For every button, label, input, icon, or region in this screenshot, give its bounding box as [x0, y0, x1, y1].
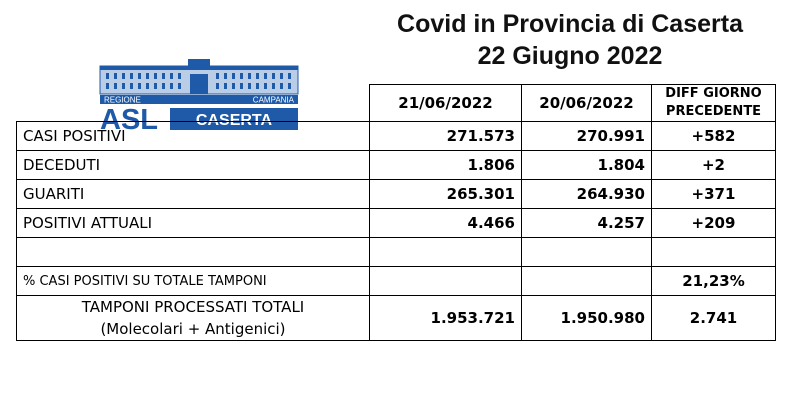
- row-label: CASI POSITIVI: [17, 122, 370, 151]
- tamponi-row: [17, 296, 776, 341]
- empty-row: [17, 238, 776, 267]
- row-value-2: 4.257: [522, 209, 652, 238]
- header-blank-cell: [17, 85, 370, 122]
- title-line-1: Covid in Provincia di Caserta: [397, 10, 743, 38]
- table-row: [17, 209, 776, 238]
- tamponi-label-line-2: (Molecolari + Antigenici): [100, 320, 286, 338]
- row-value-1: 4.466: [370, 209, 522, 238]
- percent-label: % CASI POSITIVI SU TOTALE TAMPONI: [17, 267, 370, 296]
- row-diff: +209: [652, 209, 776, 238]
- row-diff: +2: [652, 151, 776, 180]
- title-line-2: 22 Giugno 2022: [477, 42, 663, 70]
- row-value-2: 1.804: [522, 151, 652, 180]
- header-diff-line-1: DIFF GIORNO: [665, 86, 762, 101]
- page-title: [340, 8, 800, 72]
- logo-asl-text: ASL: [100, 104, 158, 132]
- row-label: GUARITI: [17, 180, 370, 209]
- header-diff-line-2: PRECEDENTE: [665, 104, 762, 119]
- header-date-1: 21/06/2022: [370, 85, 522, 122]
- tamponi-label-line-1: TAMPONI PROCESSATI TOTALI: [81, 298, 305, 316]
- table-row: [17, 180, 776, 209]
- empty-cell: [370, 267, 522, 296]
- row-value-1: 265.301: [370, 180, 522, 209]
- row-value-2: 270.991: [522, 122, 652, 151]
- logo-region-text: REGIONE: [104, 95, 141, 105]
- empty-cell: [522, 238, 652, 267]
- empty-cell: [370, 238, 522, 267]
- row-label: DECEDUTI: [17, 151, 370, 180]
- percent-value: 21,23%: [652, 267, 776, 296]
- logo-campania-text: CAMPANIA: [252, 95, 294, 105]
- row-diff: +582: [652, 122, 776, 151]
- tamponi-label: [17, 296, 370, 341]
- tamponi-value-2: 1.950.980: [522, 296, 652, 341]
- covid-data-table: [16, 84, 776, 341]
- header-diff: [652, 85, 776, 122]
- tamponi-value-1: 1.953.721: [370, 296, 522, 341]
- row-value-1: 1.806: [370, 151, 522, 180]
- header-row: [17, 85, 776, 122]
- row-label: POSITIVI ATTUALI: [17, 209, 370, 238]
- row-diff: +371: [652, 180, 776, 209]
- logo-caserta-text: CASERTA: [195, 112, 273, 129]
- empty-cell: [522, 267, 652, 296]
- percent-row: [17, 267, 776, 296]
- header-date-2: 20/06/2022: [522, 85, 652, 122]
- row-value-2: 264.930: [522, 180, 652, 209]
- table-row: [17, 122, 776, 151]
- table-row: [17, 151, 776, 180]
- empty-cell: [17, 238, 370, 267]
- empty-cell: [652, 238, 776, 267]
- row-value-1: 271.573: [370, 122, 522, 151]
- tamponi-diff: 2.741: [652, 296, 776, 341]
